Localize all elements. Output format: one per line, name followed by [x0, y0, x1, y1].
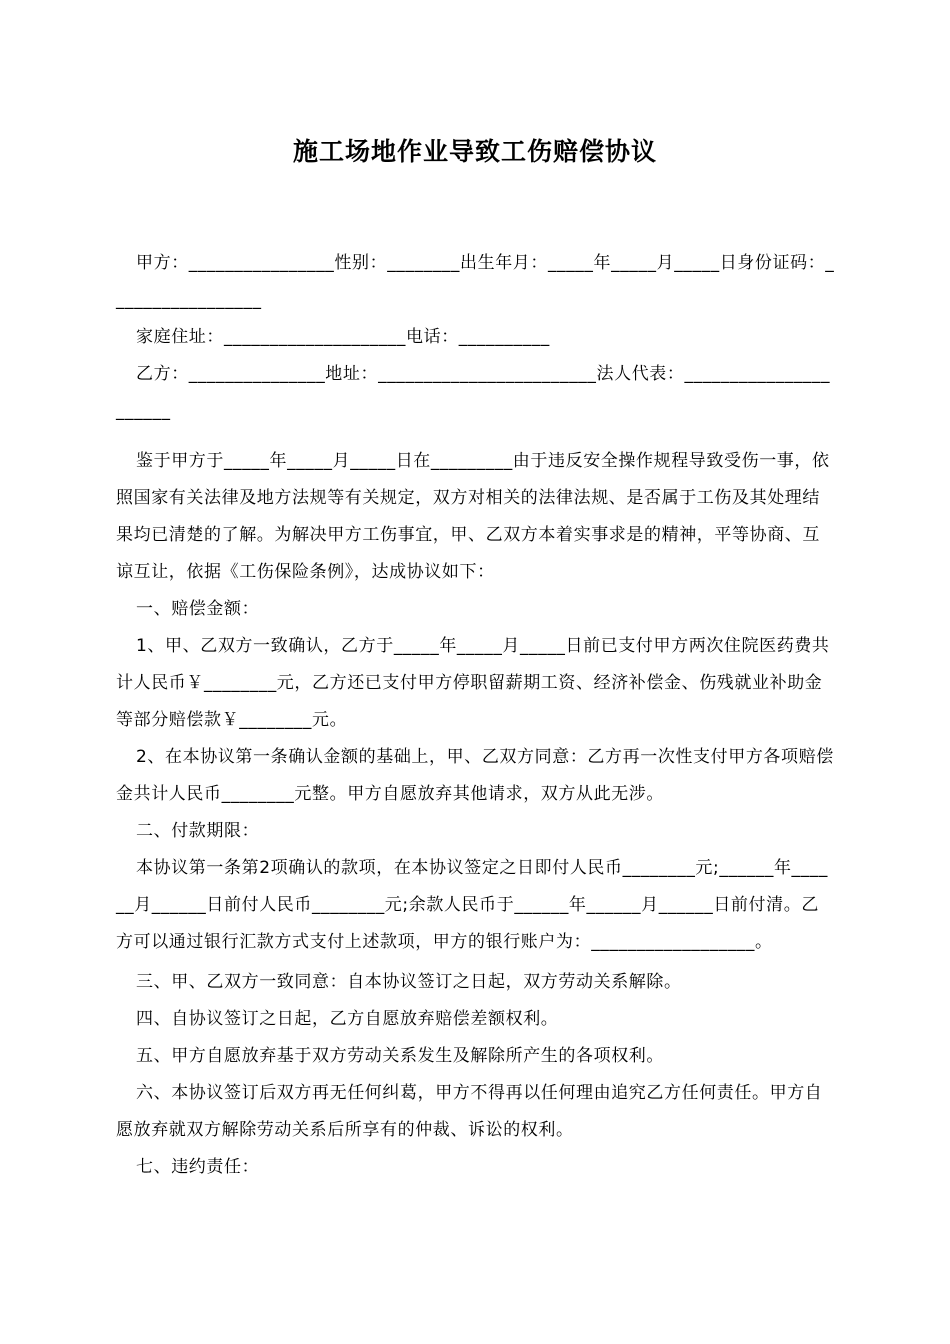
section-three: 三、甲、乙双方一致同意：自本协议签订之日起，双方劳动关系解除。 — [136, 972, 682, 992]
party-b-info: 乙方：_______________地址：________________________法人代表：______________________ — [116, 364, 831, 421]
section-five: 五、甲方自愿放弃基于双方劳动关系发生及解除所产生的各项权利。 — [136, 1046, 664, 1066]
clause-2: 2、在本协议第一条确认金额的基础上，甲、乙双方同意：乙方再一次性支付甲方各项赔偿金共计人民币________元整。甲方自愿放弃其他请求，双方从此无涉。 — [116, 747, 834, 804]
preamble-paragraph: 鉴于甲方于_____年_____月_____日在_________由于违反安全操作规程导致受伤一事，依照国家有关法律及地方法规等有关规定，双方对相关的法律法规、是否属于工伤及其处理结果均已清楚的了解。为解决甲方工伤事宜，甲、乙双方本着实事求是的精神，平等协商、互谅互让，依据《工伤保险条例》，达成协议如下： — [116, 451, 830, 582]
document-body — [116, 245, 836, 1186]
payment-term-paragraph: 本协议第一条第2项确认的款项，在本协议签定之日即付人民币________元;______年______月______日前付人民币________元;余款人民币于______年______月______日前付清。乙方可以通过银行汇款方式支付上述款项，甲方的银行账户为：__________________。 — [116, 858, 828, 952]
section-seven-heading: 七、违约责任： — [136, 1157, 260, 1177]
document-title: 施工场地作业导致工伤赔偿协议 — [292, 137, 657, 166]
section-six: 六、本协议签订后双方再无任何纠葛，甲方不得再以任何理由追究乙方任何责任。甲方自愿放弃就双方解除劳动关系后所享有的仲裁、诉讼的权利。 — [116, 1083, 823, 1140]
clause-1: 1、甲、乙双方一致确认，乙方于_____年_____月_____日前已支付甲方两次住院医药费共计人民币￥________元，乙方还已支付甲方停职留薪期工资、经济补偿金、伤残就业补助金等部分赔偿款￥________元。 — [116, 636, 830, 730]
section-heading-compensation: 一、赔偿金额： — [136, 599, 260, 619]
section-four: 四、自协议签订之日起，乙方自愿放弃赔偿差额权利。 — [136, 1009, 559, 1029]
party-a-info: 甲方：________________性别：________出生年月：_____年_____月_____日身份证码：_________________ — [116, 253, 835, 310]
section-heading-payment-term: 二、付款期限： — [136, 821, 260, 841]
party-a-address: 家庭住址：____________________电话：__________ — [136, 327, 550, 347]
